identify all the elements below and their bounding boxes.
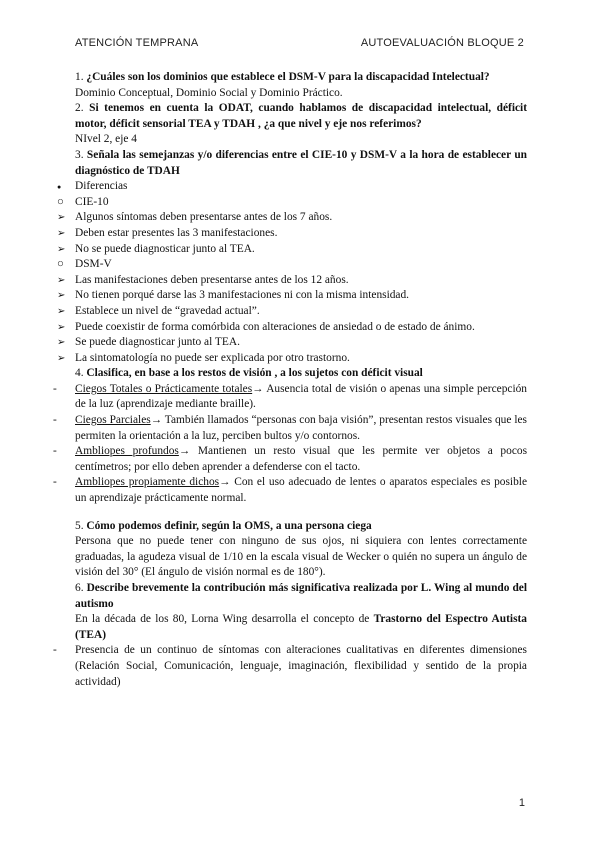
page-number: 1 [518, 797, 525, 809]
question-number: 6. [75, 582, 87, 594]
question-text: Cómo podemos definir, según la OMS, a una persona ciega [86, 519, 372, 532]
dsm5-list [57, 273, 527, 367]
bullet-diferencias [57, 179, 527, 195]
chevron-arrow-icon: ➢ [57, 337, 66, 349]
category-term: Ambliopes profundos [75, 445, 179, 458]
category-description: Mantienen un resto visual que les permite ver objetos a pocos centímetros; por ello deben aprender a defenderse con el tacto. [75, 445, 528, 473]
criterion-item [57, 351, 527, 367]
chevron-arrow-icon: ➢ [57, 290, 66, 302]
category-term: Ciegos Totales o Prácticamente totales [75, 382, 253, 395]
sub-bullet-cie10 [57, 195, 527, 211]
criterion-text: Algunos síntomas deben presentarse antes de los 7 años. [75, 211, 333, 224]
chevron-arrow-icon: ➢ [57, 227, 66, 239]
question-number: 3. [75, 148, 87, 161]
category-description: También llamados “personas con baja visión”, presentan restos visuales que les permiten la orientación a la luz, perciben bultos y/o contornos. [75, 414, 527, 442]
visual-deficit-list [53, 382, 528, 507]
sub-bullet-label: CIE-10 [75, 195, 109, 208]
criterion-text: Establece un nivel de “gravedad actual”. [75, 304, 260, 317]
tea-item [53, 643, 527, 690]
question-number: 1. [75, 71, 87, 83]
question-number: 5. [75, 519, 87, 532]
dash-bullet: - [53, 445, 57, 458]
dash-bullet: - [53, 644, 57, 657]
criterion-item [57, 242, 527, 258]
right-arrow-icon: → [219, 476, 231, 489]
criterion-item [57, 226, 527, 242]
chevron-arrow-icon: ➢ [57, 212, 66, 224]
right-arrow-icon: → [178, 445, 191, 458]
chevron-arrow-icon: ➢ [57, 274, 66, 286]
question-1 [75, 70, 527, 86]
cie10-list [57, 210, 527, 257]
criterion-item [57, 320, 527, 336]
question-4 [75, 366, 527, 382]
document-body [53, 70, 528, 690]
header-right: AUTOEVALUACIÓN BLOQUE 2 [360, 37, 524, 49]
criterion-text: No se puede diagnosticar junto al TEA. [75, 242, 255, 255]
question-number: 4. [75, 367, 87, 380]
right-arrow-icon: → [150, 414, 163, 427]
category-term: Ciegos Parciales [75, 414, 151, 427]
category-description: Con el uso adecuado de lentes o aparatos especiales es posible un aprendizaje prácticamente normal. [75, 476, 527, 505]
question-text: Si tenemos en cuenta la ODAT, cuando hablamos de discapacidad intelectual, déficit motor, déficit sensorial TEA y TDAH , ¿a que nivel y eje nos referimos? [75, 102, 527, 130]
tea-item-text: Presencia de un continuo de síntomas con alteraciones cualitativas en diferentes dimensiones (Relación Social, Comunicación, lenguaje, imaginación, flexibilidad y sentido de la propia actividad) [75, 644, 527, 688]
criterion-item [57, 335, 527, 351]
chevron-arrow-icon: ➢ [57, 305, 66, 317]
dash-bullet: - [53, 382, 57, 395]
criterion-item [57, 273, 527, 289]
question-3 [75, 148, 527, 179]
question-number: 2. [75, 102, 90, 115]
criterion-text: Puede coexistir de forma comórbida con alteraciones de ansiedad o de estado de ánimo. [75, 320, 475, 333]
chevron-arrow-icon: ➢ [57, 243, 66, 255]
answer-text: En la década de los 80, Lorna Wing desarrolla el concepto de [75, 613, 374, 626]
category-term: Ambliopes propiamente dichos [75, 476, 220, 489]
question-6 [75, 581, 527, 612]
dash-bullet: - [53, 476, 57, 489]
dot-bullet-icon: ● [57, 183, 62, 192]
sub-bullet-dsm5 [57, 257, 527, 273]
criterion-text: Deben estar presentes las 3 manifestaciones. [75, 226, 278, 239]
answer-5: Persona que no puede tener con ninguno de sus ojos, ni siquiera con lentes correctamente graduadas, la agudeza visual de 1/10 en la escala visual de Wecker o quién no supera un ángulo de visión del 30° (El ángulo de visión normal es de 180°). [75, 535, 527, 579]
category-description: Ausencia total de visión o apenas una simple percepción de la luz (aprendizaje mediante braille). [75, 382, 527, 411]
question-text: Señala las semejanzas y/o diferencias entre el CIE-10 y DSM-V a la hora de establecer un diagnóstico de TDAH [75, 148, 527, 177]
visual-category-item [53, 382, 527, 413]
chevron-arrow-icon: ➢ [57, 321, 66, 333]
dash-bullet: - [53, 414, 57, 427]
circle-bullet-icon: ○ [57, 195, 64, 208]
header-left: ATENCIÓN TEMPRANA [75, 37, 199, 49]
sub-bullet-label: DSM-V [75, 258, 112, 271]
question-5 [75, 519, 527, 535]
criterion-item [57, 304, 527, 320]
visual-category-item [53, 475, 527, 506]
criterion-text: Se puede diagnosticar junto al TEA. [75, 336, 240, 349]
answer-6 [75, 612, 527, 643]
question-text: Clasifica, en base a los restos de visión , a los sujetos con déficit visual [86, 367, 423, 380]
question-2 [75, 101, 527, 132]
answer-bold-term: Trastorno del Espectro Autista (TEA) [75, 613, 527, 641]
circle-bullet-icon: ○ [57, 258, 64, 271]
criterion-text: Las manifestaciones deben presentarse antes de los 12 años. [75, 273, 349, 286]
criterion-item [57, 210, 527, 226]
bullet-label: Diferencias [75, 180, 128, 193]
answer-2: NIvel 2, eje 4 [75, 133, 137, 146]
criterion-text: No tienen porqué darse las 3 manifestaciones ni con la misma intensidad. [75, 289, 410, 302]
chevron-arrow-icon: ➢ [57, 352, 66, 364]
question-text: Describe brevemente la contribución más significativa realizada por L. Wing al mundo del autismo [75, 582, 528, 610]
visual-category-item [53, 444, 528, 475]
answer-1: Dominio Conceptual, Dominio Social y Dominio Práctico. [75, 86, 343, 99]
right-arrow-icon: → [252, 382, 264, 395]
question-text: ¿Cuáles son los dominios que establece el DSM-V para la discapacidad Intelectual? [86, 71, 490, 83]
criterion-text: La sintomatología no puede ser explicada por otro trastorno. [75, 351, 350, 364]
visual-category-item [53, 413, 527, 444]
spacer [75, 507, 527, 519]
criterion-item [57, 288, 527, 304]
